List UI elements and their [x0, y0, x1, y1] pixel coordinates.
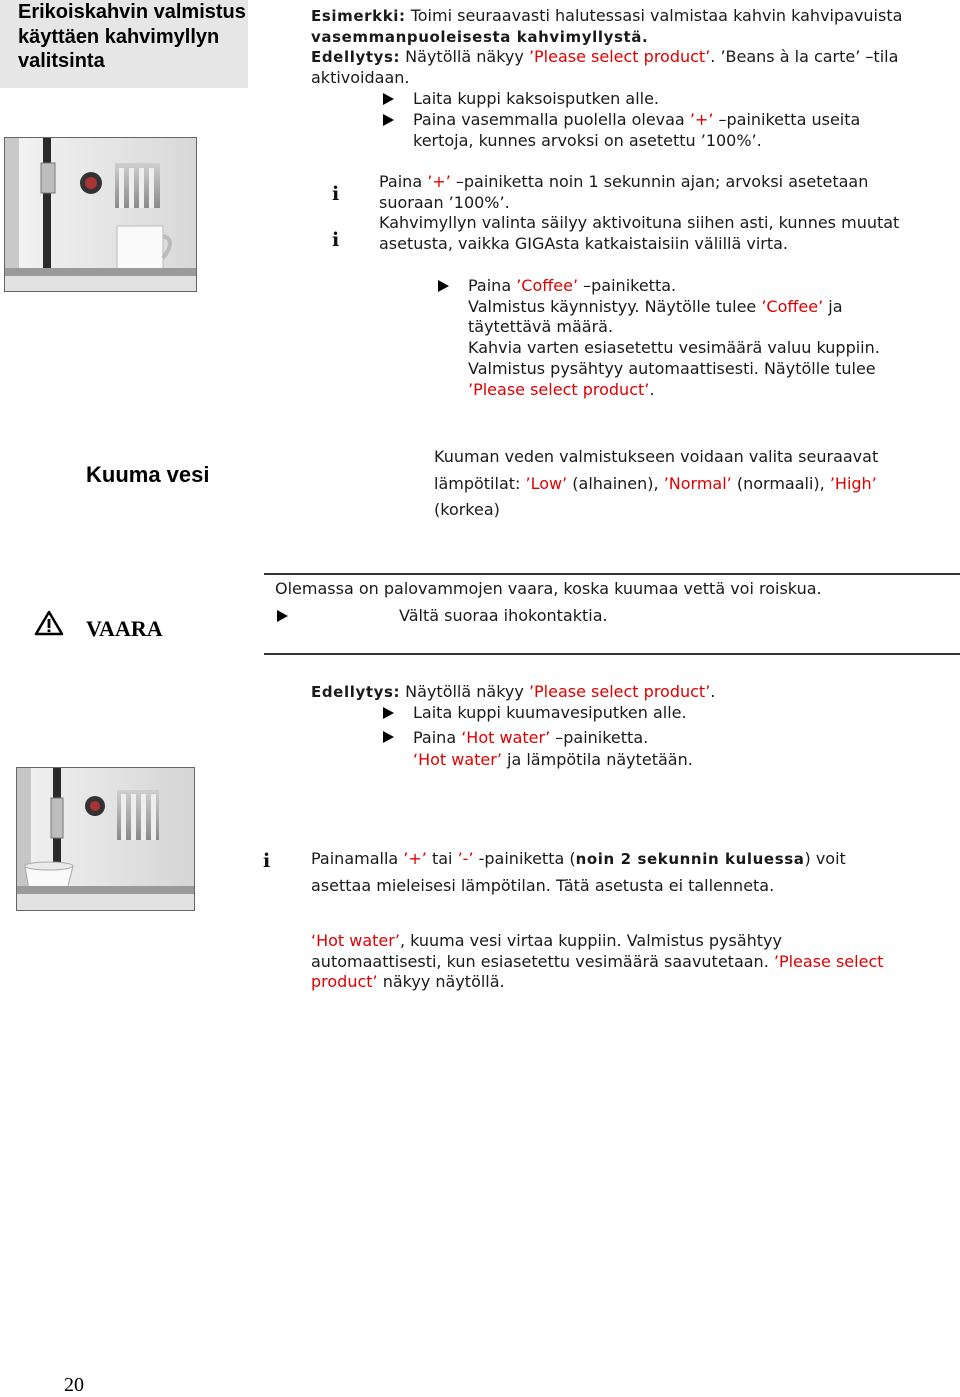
info3-post: ) voit [804, 849, 846, 868]
product-highlight: ’Please select product’ [528, 682, 711, 701]
product-highlight: product’ [311, 972, 378, 992]
coffee-step-l4: Kahvia varten esiasetettu vesimäärä valuu kuppiin. [468, 338, 880, 358]
coffee-machine-illustration [5, 138, 196, 291]
info-icon: i [332, 229, 340, 251]
coffee-step [468, 276, 948, 400]
minus-highlight: ’-’ [457, 849, 474, 868]
warning-bullet-text: Vältä suoraa ihokontaktia. [399, 606, 608, 625]
product-highlight: ’Please select product’ [528, 47, 711, 67]
hot-water-step-1: Laita kuppi kuumavesiputken alle. [413, 703, 687, 722]
info3-text: Painamalla [311, 849, 404, 868]
intro-line1: Kuuman veden valmistukseen voidaan valita seuraavat [434, 447, 879, 466]
hot-water-machine-illustration [17, 768, 194, 910]
coffee-highlight: ’Coffee’ [761, 296, 824, 316]
example-text: Toimi seuraavasti halutessasi valmistaa kahvin kahvipavuista [405, 6, 903, 25]
final-l3: näkyy näytöllä. [377, 972, 505, 992]
temp-normal-fi: (normaali), [731, 473, 830, 493]
triangle-bullet-icon [383, 731, 394, 743]
temp-high: ’High’ [829, 473, 877, 493]
section-title: Kuuma vesi [86, 462, 210, 487]
step-l2-post: ja lämpötila näytetään. [501, 750, 693, 769]
warning-text: Olemassa on palovammojen vaara, koska kuumaa vettä voi roiskua. [275, 579, 822, 598]
triangle-bullet-icon [438, 280, 449, 292]
precondition-text: Näytöllä näkyy [400, 47, 529, 67]
step-text: Paina [413, 728, 462, 747]
final-l2: automaattisesti, kun esiasetettu vesimäärä saavutetaan. [311, 951, 774, 971]
hot-water-highlight: ‘Hot water’ [311, 931, 400, 950]
step-2-line2: kertoja, kunnes arvoksi on asetettu ’100%’. [413, 130, 762, 150]
hot-water-step-2 [413, 727, 693, 771]
example-paragraph [311, 6, 951, 89]
coffee-step-l3: täytettävä määrä. [468, 317, 614, 337]
final-l1: , kuuma vesi virtaa kuppiin. Valmistus pysähtyy [399, 931, 782, 950]
hot-water-machine-image [16, 767, 195, 911]
coffee-step-l6-post: . [649, 379, 655, 399]
example-line2: vasemmanpuoleisesta kahvimyllystä. [311, 27, 649, 46]
step-post: –painiketta. [550, 728, 649, 747]
precondition-mid: . ’Beans à la carte’ –tila [710, 47, 899, 67]
hot-water-highlight: ‘Hot water’ [413, 750, 502, 769]
example-label: Esimerkki: [311, 7, 406, 25]
info-icon: i [332, 183, 340, 205]
warning-top-rule [264, 573, 960, 575]
coffee-step-text: Paina [468, 276, 517, 295]
coffee-step-l2: Valmistus käynnistyy. Näytölle tulee [468, 296, 762, 316]
precondition-label: Edellytys: [311, 48, 401, 67]
step-1: Laita kuppi kaksoisputken alle. [413, 89, 660, 108]
info-block-1 [379, 172, 954, 255]
info3-mid: -painiketta ( [473, 849, 576, 868]
info-block-3 [311, 846, 951, 899]
precondition-2 [311, 682, 715, 703]
plus-highlight: ’+’ [403, 849, 427, 868]
coffee-step-l2-post: ja [823, 296, 843, 316]
triangle-bullet-icon [383, 114, 394, 126]
info3-tai: tai [426, 849, 458, 868]
info2-line2: asetusta, vaikka GIGAsta katkaistaisiin välillä virta. [379, 234, 789, 254]
triangle-bullet-icon [383, 707, 394, 719]
info2-line1: Kahvimyllyn valinta säilyy aktivoituna siihen asti, kunnes muutat [379, 213, 900, 233]
info1-text: Paina [379, 172, 428, 191]
intro-pre: lämpötilat: [434, 473, 526, 493]
precondition-text: Näytöllä näkyy [400, 682, 529, 701]
coffee-step-post: –painiketta. [578, 276, 677, 295]
sidebar-title: Erikoiskahvin valmistus käyttäen kahvimyllyn valitsinta [18, 1, 246, 72]
plus-highlight: ’+’ [427, 172, 451, 191]
temp-low: ’Low’ [525, 473, 568, 493]
step-2 [413, 110, 953, 151]
precondition-line2: aktivoidaan. [311, 68, 410, 88]
warning-triangle-icon [34, 610, 64, 636]
temp-high-fi: (korkea) [434, 500, 500, 519]
info1-line2: suoraan ’100%’. [379, 192, 510, 212]
coffee-machine-image [4, 137, 197, 292]
temp-normal: ’Normal’ [663, 473, 732, 493]
hot-water-highlight: ‘Hot water’ [461, 728, 551, 747]
temp-low-fi: (alhainen), [567, 473, 664, 493]
page-number: 20 [64, 1374, 84, 1396]
precondition-post: . [710, 682, 716, 701]
warning-label: VAARA [86, 616, 163, 641]
coffee-step-l5: Valmistus pysähtyy automaattisesti. Näytölle tulee [468, 358, 876, 378]
product-highlight: ’Please select product’ [468, 379, 650, 399]
info3-bold: noin 2 sekunnin kuluessa [575, 850, 805, 868]
triangle-bullet-icon [277, 610, 288, 622]
final-paragraph [311, 931, 951, 993]
precondition-label: Edellytys: [311, 683, 401, 701]
plus-highlight: ’+’ [689, 110, 714, 129]
triangle-bullet-icon [383, 93, 394, 105]
coffee-highlight: ’Coffee’ [516, 276, 579, 295]
hot-water-intro [434, 444, 954, 524]
product-highlight: ’Please select [773, 951, 884, 971]
info1-post: –painiketta noin 1 sekunnin ajan; arvoksi asetetaan [450, 172, 869, 191]
info-icon: i [263, 850, 271, 872]
step-2-text: Paina vasemmalla puolella olevaa [413, 110, 690, 129]
step-2-post: –painiketta useita [713, 110, 861, 129]
warning-bottom-rule [264, 653, 960, 655]
info3-line2: asettaa mieleisesi lämpötilan. Tätä asetusta ei tallenneta. [311, 875, 775, 895]
